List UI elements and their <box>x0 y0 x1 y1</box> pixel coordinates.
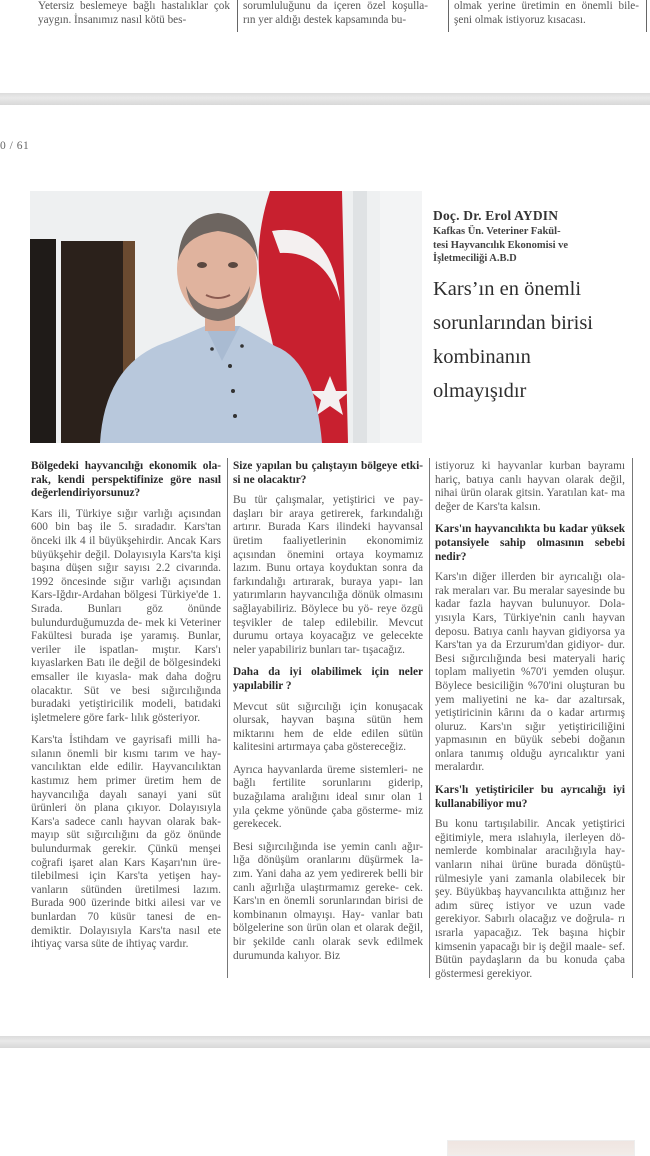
interview-question: Size yapılan bu çalıştayın bölgeye etki- si ne olacaktır? <box>233 460 423 486</box>
article-column-1 <box>31 460 221 961</box>
author-photo <box>30 191 422 443</box>
author-name: Doç. Dr. Erol AYDIN <box>433 208 559 223</box>
headline-line: kombinanın <box>433 346 531 368</box>
column-divider <box>646 0 647 32</box>
answer-paragraph: Bu konu tartışılabilir. Ancak yetiştirici eğitimiyle, mera ıslahıyla, ilerleyen dö- nemlerde kombinalar aracılığıyla hay- vanların nihai ürüne burada dönüştü- rülmesiyle yani zamanla olabilecek bir şey. Büyükbaş hayvancılıkta attığınız her adım süreç istiyor ve uzun vade gerekiyor. Sabırlı olacağız ve doğrula- rı ısrarla yapacağız. Tek başına hiçbir kimsenin yapacağı bir iş değil maale- sef. Bütün paydaşların da bu konuda çaba göstermesi gerekiyor. <box>435 818 625 980</box>
portrait-illustration <box>30 191 422 443</box>
column-divider <box>429 458 430 978</box>
page-separator <box>0 93 650 105</box>
answer-paragraph: Mevcut süt sığırcılığı için konuşacak olursak, hayvan başına sütün hem miktarını hem de elde edilen sütün kalitesini artırmaya çaba göstereceğiz. <box>233 700 423 754</box>
answer-paragraph: istiyoruz ki hayvanlar kurban bayramı hariç, batıya canlı hayvan olarak değil, nihai ürün olarak gitsin. Yaratılan kat- ma değer de Kars'ta kalsın. <box>435 460 625 513</box>
interview-question: Daha da iyi olabilimek için neler yapılabilir ? <box>233 666 423 692</box>
interview-question: Bölgedeki hayvancılığı ekonomik ola- rak, kendi perspektifinize göre nasıl değerlendiriyorsunuz? <box>31 460 221 500</box>
answer-paragraph: Besi sığırcılığında ise yemin canlı ağır- lığa dönüşüm oranlarını düşürmek la- zım. Yani daha az yem yedirerek belli bir canlı ağırlığa ulaştırmamız gereke- cek. Kars'ın en önemli sorunlarından birisi de kombinanın olmayışı. Hay- vanlar batı bölgelerine son ürün olan et olarak değil, bir şekilde canlı olarak sevk edilmek durumunda kalıyor. Biz <box>233 840 423 962</box>
article-column-2 <box>233 460 423 972</box>
page-indicator: 0 / 61 <box>0 140 30 152</box>
headline-line: sorunlarından birisi <box>433 312 593 334</box>
answer-paragraph: Kars ili, Türkiye sığır varlığı açısından 600 bin baş ile 5. sıradadır. Kars'tan önceki ilk 4 il büyükşehirdir. Ancak Kars büyükşehir değil. Dolayısıyla Kars'ta kişi başına düşen sığır sayısı 2.2 civarında. 1992 öncesinde sığır varlığı açısından Kars-Iğdır-Ardahan bölgesi Türkiye'de 1. Sırada. Bunları göz önünde bulundurduğumuzda de- mek ki Veteriner Fakültesi burada işe yaramış. Bunlar, veriler ile ispatlan- mıştır. Kars'ı kıyaslarken Batı ile değil de bölgesindeki emsaller ile kıyasla- mak daha doğru olacaktır. Süt ve besi sığırcılığında buradaki yetiştiricilik modeli, batıdaki işletmelere göre fark- lılık gösteriyor. <box>31 507 221 724</box>
answer-paragraph: Bu tür çalışmalar, yetiştirici ve pay- daşları bir araya getirerek, farkındalığı artırır. Burada Kars ilindeki hayvansal üretim faaliyetlerinin ekonomimiz açısından önemini ortaya koymamız lazım. Bunu ortaya koyduktan sonra da farkındalığı artırarak, buraya yapı- lan yatırımların hayvancılığa dönük olmasını sağlayabiliriz. Böylece bu yö- reye özgü teşvikler de talep edilebilir. Mevcut durumu ortaya koyacağız ve gelecekte neler yapabiliriz bunları tar- tışacağız. <box>233 494 423 656</box>
answer-paragraph: Kars'ta İstihdam ve gayrisafi milli ha- sılanın önemli bir kısmı tarım ve hay- vancılıktan elde edilir. Hayvancılıktan kastımız hem primer üretim hem de hayvancılığa dayalı sanayi yani süt ürünleri ön plana çıkıyor. Dolayısıyla Kars'a sadece canlı hayvan olarak bak- mayıp süt sığırcılığını da göz önünde bulundurmak gerekir. Çünkü menşei coğrafi işaret alan Kars Kaşarı'nın üre- tilebilmesi için Kars'ta yetişen hay- vanların sütünden üretilmesi lazım. Burada 900 üzerinde bitki ailesi var ve bunlardan 70 küsür tanesi de en- demiktir. Dolayısıyla Kars'ta nasıl ete ihtiyaç varsa süte de ihtiyaç vardır. <box>31 734 221 951</box>
headline-line: Kars’ın en önemli <box>433 278 582 300</box>
interview-question: Kars'ın hayvancılıkta bu kadar yüksek potansiyele sahip olmasının sebebi nedir? <box>435 523 625 563</box>
next-page-image-preview <box>447 1140 635 1156</box>
affiliation-line: Kafkas Ün. Veteriner Fakül- <box>433 226 561 237</box>
column-divider <box>237 0 238 32</box>
answer-paragraph: Ayrıca hayvanlarda üreme sistemleri- ne bağlı fertilite sorunlarını giderip, buzağılama aralığını ideal sınır olan 1 yıla çekme yönünde çaba gösterme- miz gerekecek. <box>233 763 423 831</box>
column-divider <box>227 458 228 978</box>
headline-line: olmayışıdır <box>433 380 527 402</box>
column-divider <box>632 458 633 978</box>
author-affiliation <box>433 225 633 266</box>
article-column-3 <box>435 460 625 990</box>
article-headline <box>433 272 638 408</box>
previous-page-fragment <box>0 0 650 92</box>
previous-page-column-3: olmak yerine üretimin en önemli bile- şeni olmak istiyoruz kısacası. <box>454 0 639 26</box>
interview-question: Kars'lı yetiştiriciler bu ayrıcalığı iyi kullanabiliyor mu? <box>435 784 625 810</box>
previous-page-column-1: Yetersiz beslemeye bağlı hastalıklar çok yaygın. İnsanımız nasıl kötü bes- <box>38 0 230 26</box>
affiliation-line: İşletmeciliği A.B.D <box>433 253 517 264</box>
byline <box>433 208 633 266</box>
column-divider <box>448 0 449 32</box>
affiliation-line: tesi Hayvancılık Ekonomisi ve <box>433 239 569 251</box>
previous-page-column-2: sorumluluğunu da içeren özel koşulla- rın yer aldığı destek kapsamında bu- <box>243 0 428 26</box>
answer-paragraph: Kars'ın diğer illerden bir ayrıcalığı ola- rak meraları var. Bu meralar sayesinde bu kadar fazla hayvan bulunuyor. Dola- yısıyla Kars, Türkiye'nin canlı hayvan deposu. Batıya canlı hayvan gidiyorsa ya Kars'tan ya da Erzurum'dan gidiyor- dur. Besi sığırcılığında besi materyali hariç toplam maliyetin %70'i yemden oluşur. Böylece besiciliğin %70'ini oluşturan bu yem maliyetini ne ka- dar azaltırsak, yetiştiricinin kârını da o kadar artırmış oluruz. Kars'ın sığır yetiştiriciliğini yapmasının en büyük sebebi doğanın onlara tanımış olduğu ayrıcalıktır yani meralardır. <box>435 571 625 774</box>
page-separator <box>0 1036 650 1048</box>
